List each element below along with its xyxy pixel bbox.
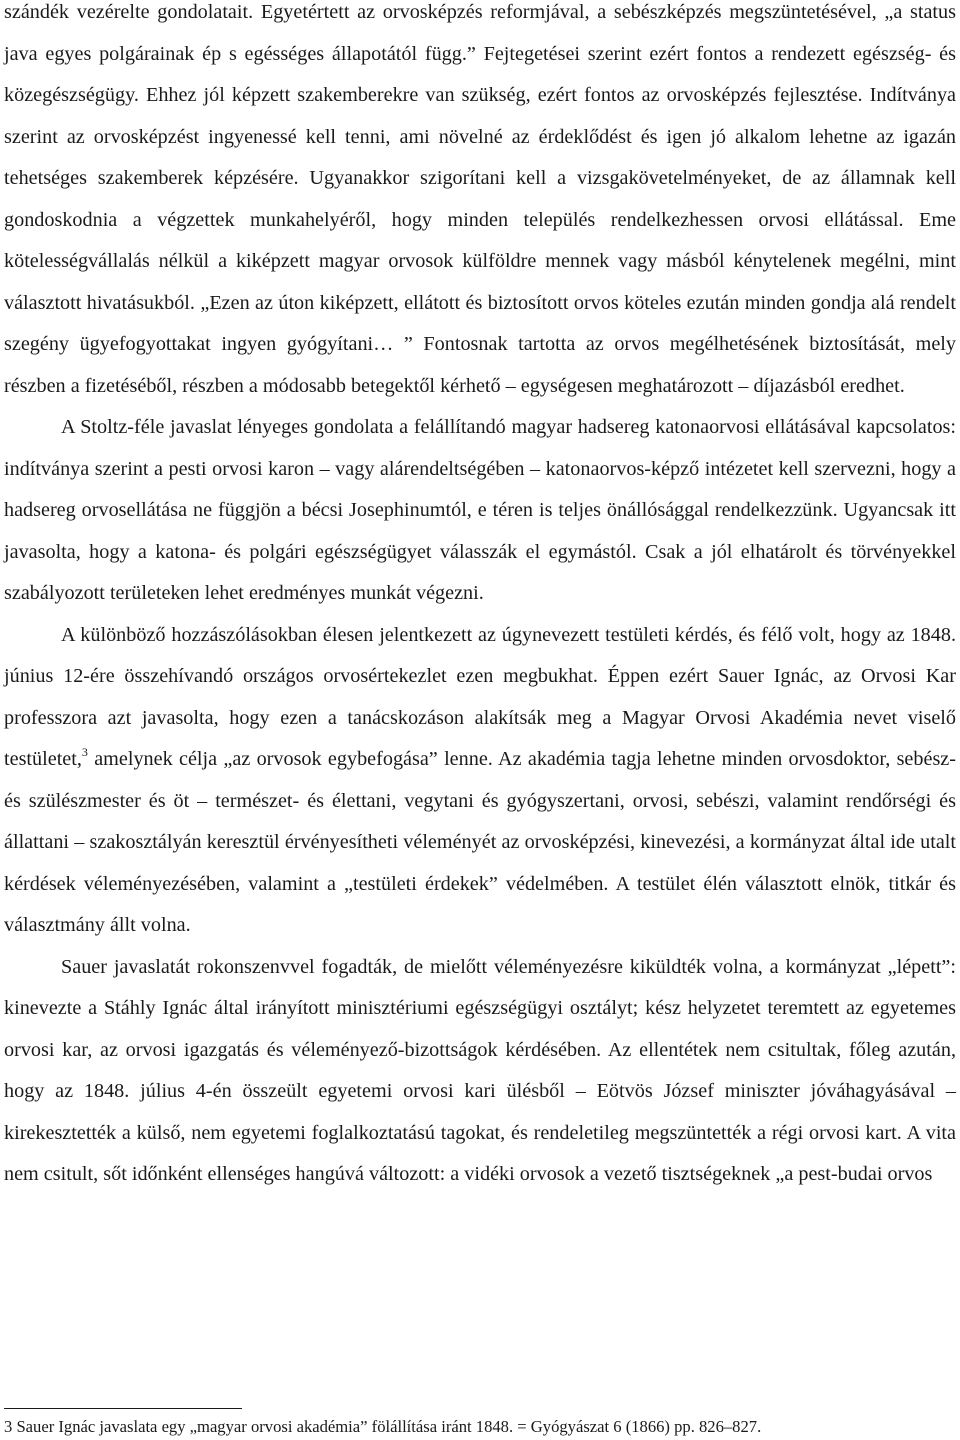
footnote-reference: 3: [81, 745, 88, 759]
document-body: [4, 0, 956, 1196]
paragraph-3: [4, 615, 956, 947]
paragraph-text: szándék vezérelte gondolatait. Egyetértett az orvosképzés reformjával, a sebészképzés megszüntetésével, „a status java egyes polgárainak ép s egésséges állapotától függ.” Fejtegetései szerint ezért fontos a rendezett egészség- és közegészségügy. Ehhez jól képzett szakemberekre van szükség, ezért fontos az orvosképzés fejlesztése. Indítványa szerint az orvosképzést ingyenessé kell tenni, ami növelné az érdeklődést és igen jó alkalom lehetne az igazán tehetséges szakemberek képzésére. Ugyanakkor szigorítani kell a vizsgakövetelményeket, de az államnak kell gondoskodnia a végzettek munkahelyéről, hogy minden település rendelkezhessen orvosi ellátással. Eme kötelességvállalás nélkül a kiképzett magyar orvosok külföldre mennek vagy másból kénytelenek megélni, mint választott hivatásukból. „Ezen az úton kiképzett, ellátott és biztosított orvos köteles ezután minden gondja alá rendelt szegény ügyefogyottakat ingyen gyógyítani… ” Fontosnak tartotta az orvos megélhetésének biztosítását, mely részben a fizetéséből, részben a módosabb betegektől kérhető – egységesen meghatározott – díjazásból eredhet.: [4, 1, 956, 397]
paragraph-2: [4, 407, 956, 615]
paragraph-text: amelynek célja „az orvosok egybefogása” lenne. Az akadémia tagja lehetne minden orvosdoktor, sebész- és szülészmester és öt – természet- és élettani, vegytani és gyógyszertani, orvosi, sebészi, valamint rendőrségi és állattani – szakosztályán keresztül érvényesítheti véleményét az orvosképzési, kinevezési, a kormányzat által ide utalt kérdések véleményezésében, valamint a „testületi érdekek” védelmében. A testület élén választott elnök, titkár és választmány állt volna.: [4, 748, 956, 936]
footnote-separator: [4, 1408, 242, 1409]
paragraph-4: [4, 947, 956, 1196]
paragraph-text: A Stoltz-féle javaslat lényeges gondolata a felállítandó magyar hadsereg katonaorvosi ellátásával kapcsolatos: indítványa szerint a pesti orvosi karon – vagy alárendeltségében – katonaorvos-képző intézetet kell szervezni, hogy a hadsereg orvosellátása ne függjön a bécsi Josephinumtól, e téren is teljes önállósággal rendelkezzünk. Ugyancsak itt javasolta, hogy a katona- és polgári egészségügyet válasszák el egymástól. Csak a jól elhatárolt és törvényekkel szabályozott területeken lehet eredményes munkát végezni.: [4, 416, 956, 604]
paragraph-text: Sauer javaslatát rokonszenvvel fogadták, de mielőtt véleményezésre kiküldték volna, a kormányzat „lépett”: kinevezte a Stáhly Ignác által irányított minisztériumi egészségügyi osztályt; kész helyzetet teremtett az egyetemes orvosi kar, az orvosi igazgatás és véleményező-bizottságok kérdésében. Az ellentétek nem csitultak, főleg azután, hogy az 1848. július 4-én összeült egyetemi orvosi kari ülésből – Eötvös József miniszter jóváhagyásával – kirekesztették a külső, nem egyetemi foglalkoztatású tagokat, és rendeletileg megszüntették a régi orvosi kart. A vita nem csitult, sőt időnként ellenséges hangúvá változott: a vidéki orvosok a vezető tisztségeknek „a pest-budai orvos: [4, 955, 956, 1185]
paragraph-1: [4, 0, 956, 407]
paragraph-text: A különböző hozzászólásokban élesen jelentkezett az úgynevezett testületi kérdés, és félő volt, hogy az 1848. június 12-ére összehívandó országos orvosértekezlet ezen megbukhat. Éppen ezért Sauer Ignác, az Orvosi Kar professzora azt javasolta, hogy ezen a tanácskozáson alakítsák meg a Magyar Orvosi Akadémia nevet viselő testületet,: [4, 623, 956, 770]
footnote: 3 Sauer Ignác javaslata egy „magyar orvosi akadémia” fölállítása iránt 1848. = Gyógyászat 6 (1866) pp. 826–827.: [4, 1417, 762, 1436]
